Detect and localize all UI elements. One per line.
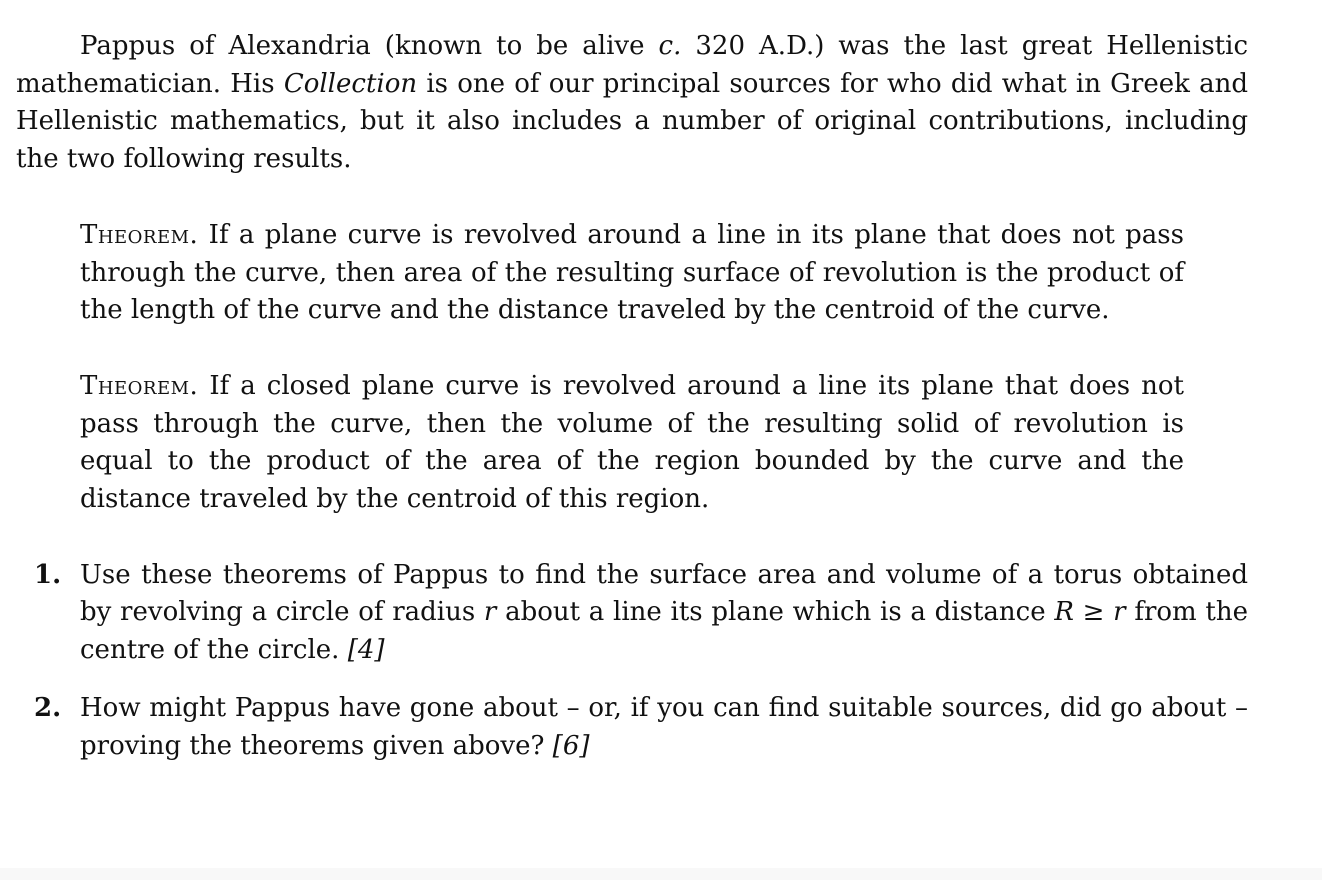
intro-circa: c. [658, 31, 682, 61]
intro-era: A.D. [759, 31, 815, 61]
intro-after-title: is one of our principal sources for who did what in Greek and Hellenistic mathematics, but it also includes a number of original contributions, including the two following results. [16, 68, 1248, 175]
intro-year: 320 [681, 31, 760, 61]
intro-after-era: ) was the last great Hellenistic mathematician. His [16, 31, 1249, 99]
theorem-heading: Theorem. [80, 219, 199, 250]
question-number: 1. [34, 559, 62, 590]
question-list [16, 557, 1248, 766]
question-marks: [6] [552, 730, 590, 761]
theorem-surface-area [80, 217, 1184, 330]
question-text: How might Pappus have gone about – or, if you can find suitable sources, did go about – proving the theorems given above? [80, 692, 1248, 761]
question-number: 2. [34, 692, 62, 723]
question-marks: [4] [347, 635, 385, 666]
question-text-c: from the centre of the circle. [80, 597, 1248, 666]
question-text-b: about a line its plane which is a distance [496, 597, 1055, 628]
theorem-volume [80, 368, 1184, 519]
math-var-r: r [483, 597, 497, 628]
intro-before-circa: Pappus of Alexandria (known to be alive [80, 31, 659, 61]
intro-work-title: Collection [283, 68, 418, 99]
math-relation: ≥ [1073, 597, 1114, 628]
theorem-text: If a plane curve is revolved around a line in its plane that does not pass through the curve, then area of the resulting surface of revolution is the product of the length of the curve and the distance traveled by the centroid of the curve. [80, 219, 1184, 326]
page-bottom-edge [0, 868, 1322, 880]
question-item [16, 557, 1248, 670]
math-var-R: R [1054, 597, 1074, 628]
document-page [16, 28, 1248, 765]
question-item [16, 690, 1248, 765]
theorem-text: If a closed plane curve is revolved around a line its plane that does not pass through the curve, then the volume of the resulting solid of revolution is equal to the product of the area of the region bounded by the curve and the distance traveled by the centroid of this region. [80, 370, 1184, 515]
math-var-r: r [1113, 597, 1126, 628]
intro-paragraph [16, 28, 1248, 179]
theorem-heading: Theorem. [80, 370, 199, 401]
question-text-a: Use these theorems of Pappus to find the surface area and volume of a torus obtained by revolving a circle of radius [80, 559, 1248, 628]
